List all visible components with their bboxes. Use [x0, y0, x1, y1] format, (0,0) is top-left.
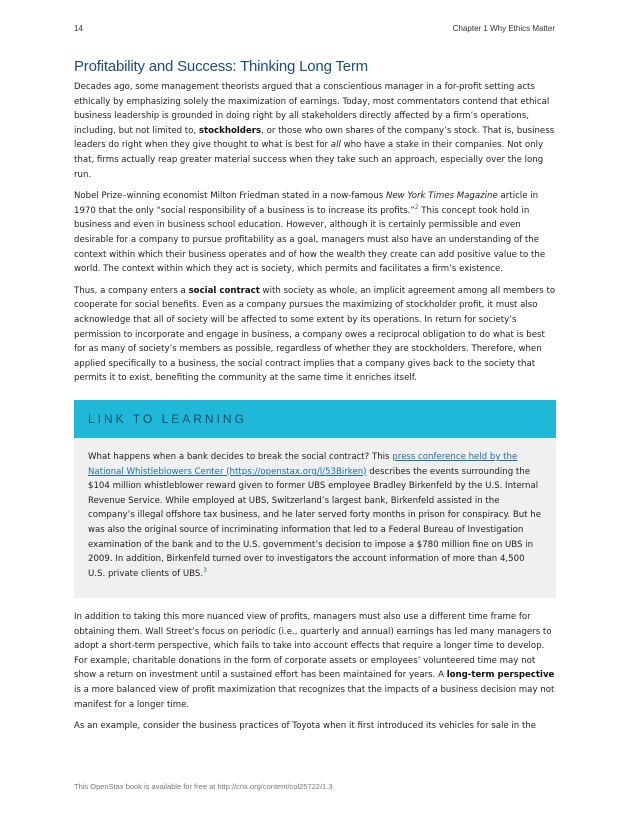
- footer-note: This OpenStax book is available for free at http://cnx.org/content/col25722/1.3: [74, 782, 333, 791]
- link-to-learning-body: What happens when a bank decides to break the social contract? This press conference held by the National Whistleblowers Center (https://openstax.org/l/53Birken) describes the events surrounding the $104 million whistleblower reward given to former UBS employee Bradley Birkenfeld by the U.S. Internal Revenue Service. While employed at UBS, Switzerland’s largest bank, Birkenfeld assisted in the company’s illegal offshore tax business, and he later served forty months in prison for conspiracy. But he was also the original source of incriminating information that led to a Federal Bureau of Investigation examination of the bank and to the U.S. government’s decision to impose a $780 million fine on UBS in 2009. In addition, Birkenfeld turned over to investigators the account information of more than 4,500 U.S. private clients of UBS.$^3$: [88, 452, 542, 579]
- main-text-lower: [74, 610, 556, 741]
- chapter-header: Chapter 1 Why Ethics Matter: [452, 24, 555, 33]
- term-long-term-perspective: long-term perspective: [446, 670, 555, 681]
- link-to-learning-box: [74, 400, 556, 598]
- paragraph-friedman: Nobel Prize–winning economist Milton Friedman stated in a now-famous New York Times Magazine article in 1970 that the only “social responsibility of a business is to increase its profits.”$^2$ This concept took hold in business and even in business school education. However, although it is certainly permissible and even desirable for a company to pursue profitability as a goal, managers must also have an understanding of the context within which their business operates and of how the wealth they create can add positive value to the world. The context within which they act is society, which permits and facilitates a firm’s existence.: [74, 191, 546, 275]
- term-social-contract: social contract: [188, 285, 260, 296]
- press-conference-link[interactable]: press conference held by the National Whistleblowers Center (https://openstax.org/l/53Birken): [88, 452, 518, 477]
- link-to-learning-title: LINK TO LEARNING: [88, 412, 247, 426]
- main-text-upper: [74, 80, 556, 393]
- section-title: Profitability and Success: Thinking Long Term: [74, 58, 368, 75]
- footnote-ref-3[interactable]: 3: [203, 566, 207, 574]
- footnote-ref-2[interactable]: 2: [414, 203, 419, 211]
- paragraph-toyota: As an example, consider the business practices of Toyota when it first introduced its vehicles for sale in the: [74, 721, 537, 732]
- page-number: 14: [74, 24, 83, 33]
- term-stockholders: stockholders: [198, 125, 262, 136]
- paragraph-social-contract: Thus, a company enters a social contract with society as whole, an implicit agreement among all members to cooperate for social benefits. Even as a company pursues the maximizing of stockholder profit, it must also acknowledge that all of society will be affected to some extent by its operations. In return for society’s permission to incorporate and engage in business, a company owes a reciprocal obligation to do what is best for as many of society’s members as possible, regardless of whether they are stockholders. Therefore, when applied specifically to a business, the social contract implies that a company gives back to the society that permits it to exist, benefiting the community at the same time it enriches itself.: [74, 285, 556, 384]
- link-to-learning-header: [74, 400, 556, 438]
- paragraph-long-term: In addition to taking this more nuanced view of profits, managers must also use a different time frame for obtaining them. Wall Street’s focus on periodic (i.e., quarterly and annual) earnings has led many managers to adopt a short-term perspective, which fails to take into account effects that require a longer time to develop. For example, charitable donations in the form of corporate assets or employees’ volunteered time may not show a return on investment until a sustained effort has been maintained for years. A long-term perspective is a more balanced view of profit maximization that recognizes that the impacts of a business decision may not manifest for a longer time.: [74, 612, 555, 710]
- paragraph-stakeholders: Decades ago, some management theorists argued that a conscientious manager in a for-profit setting acts ethically by emphasizing solely the maximization of earnings. Today, most commentators contend that ethical business leadership is grounded in doing right by all stakeholders directly affected by a firm’s operations, including, but not limited to, stockholders, or those who own shares of the company’s stock. That is, business leaders do right when they give thought to what is best for all who have a stake in their companies. Not only that, firms actually reap greater material success when they take such an approach, especially over the long run.: [74, 82, 555, 180]
